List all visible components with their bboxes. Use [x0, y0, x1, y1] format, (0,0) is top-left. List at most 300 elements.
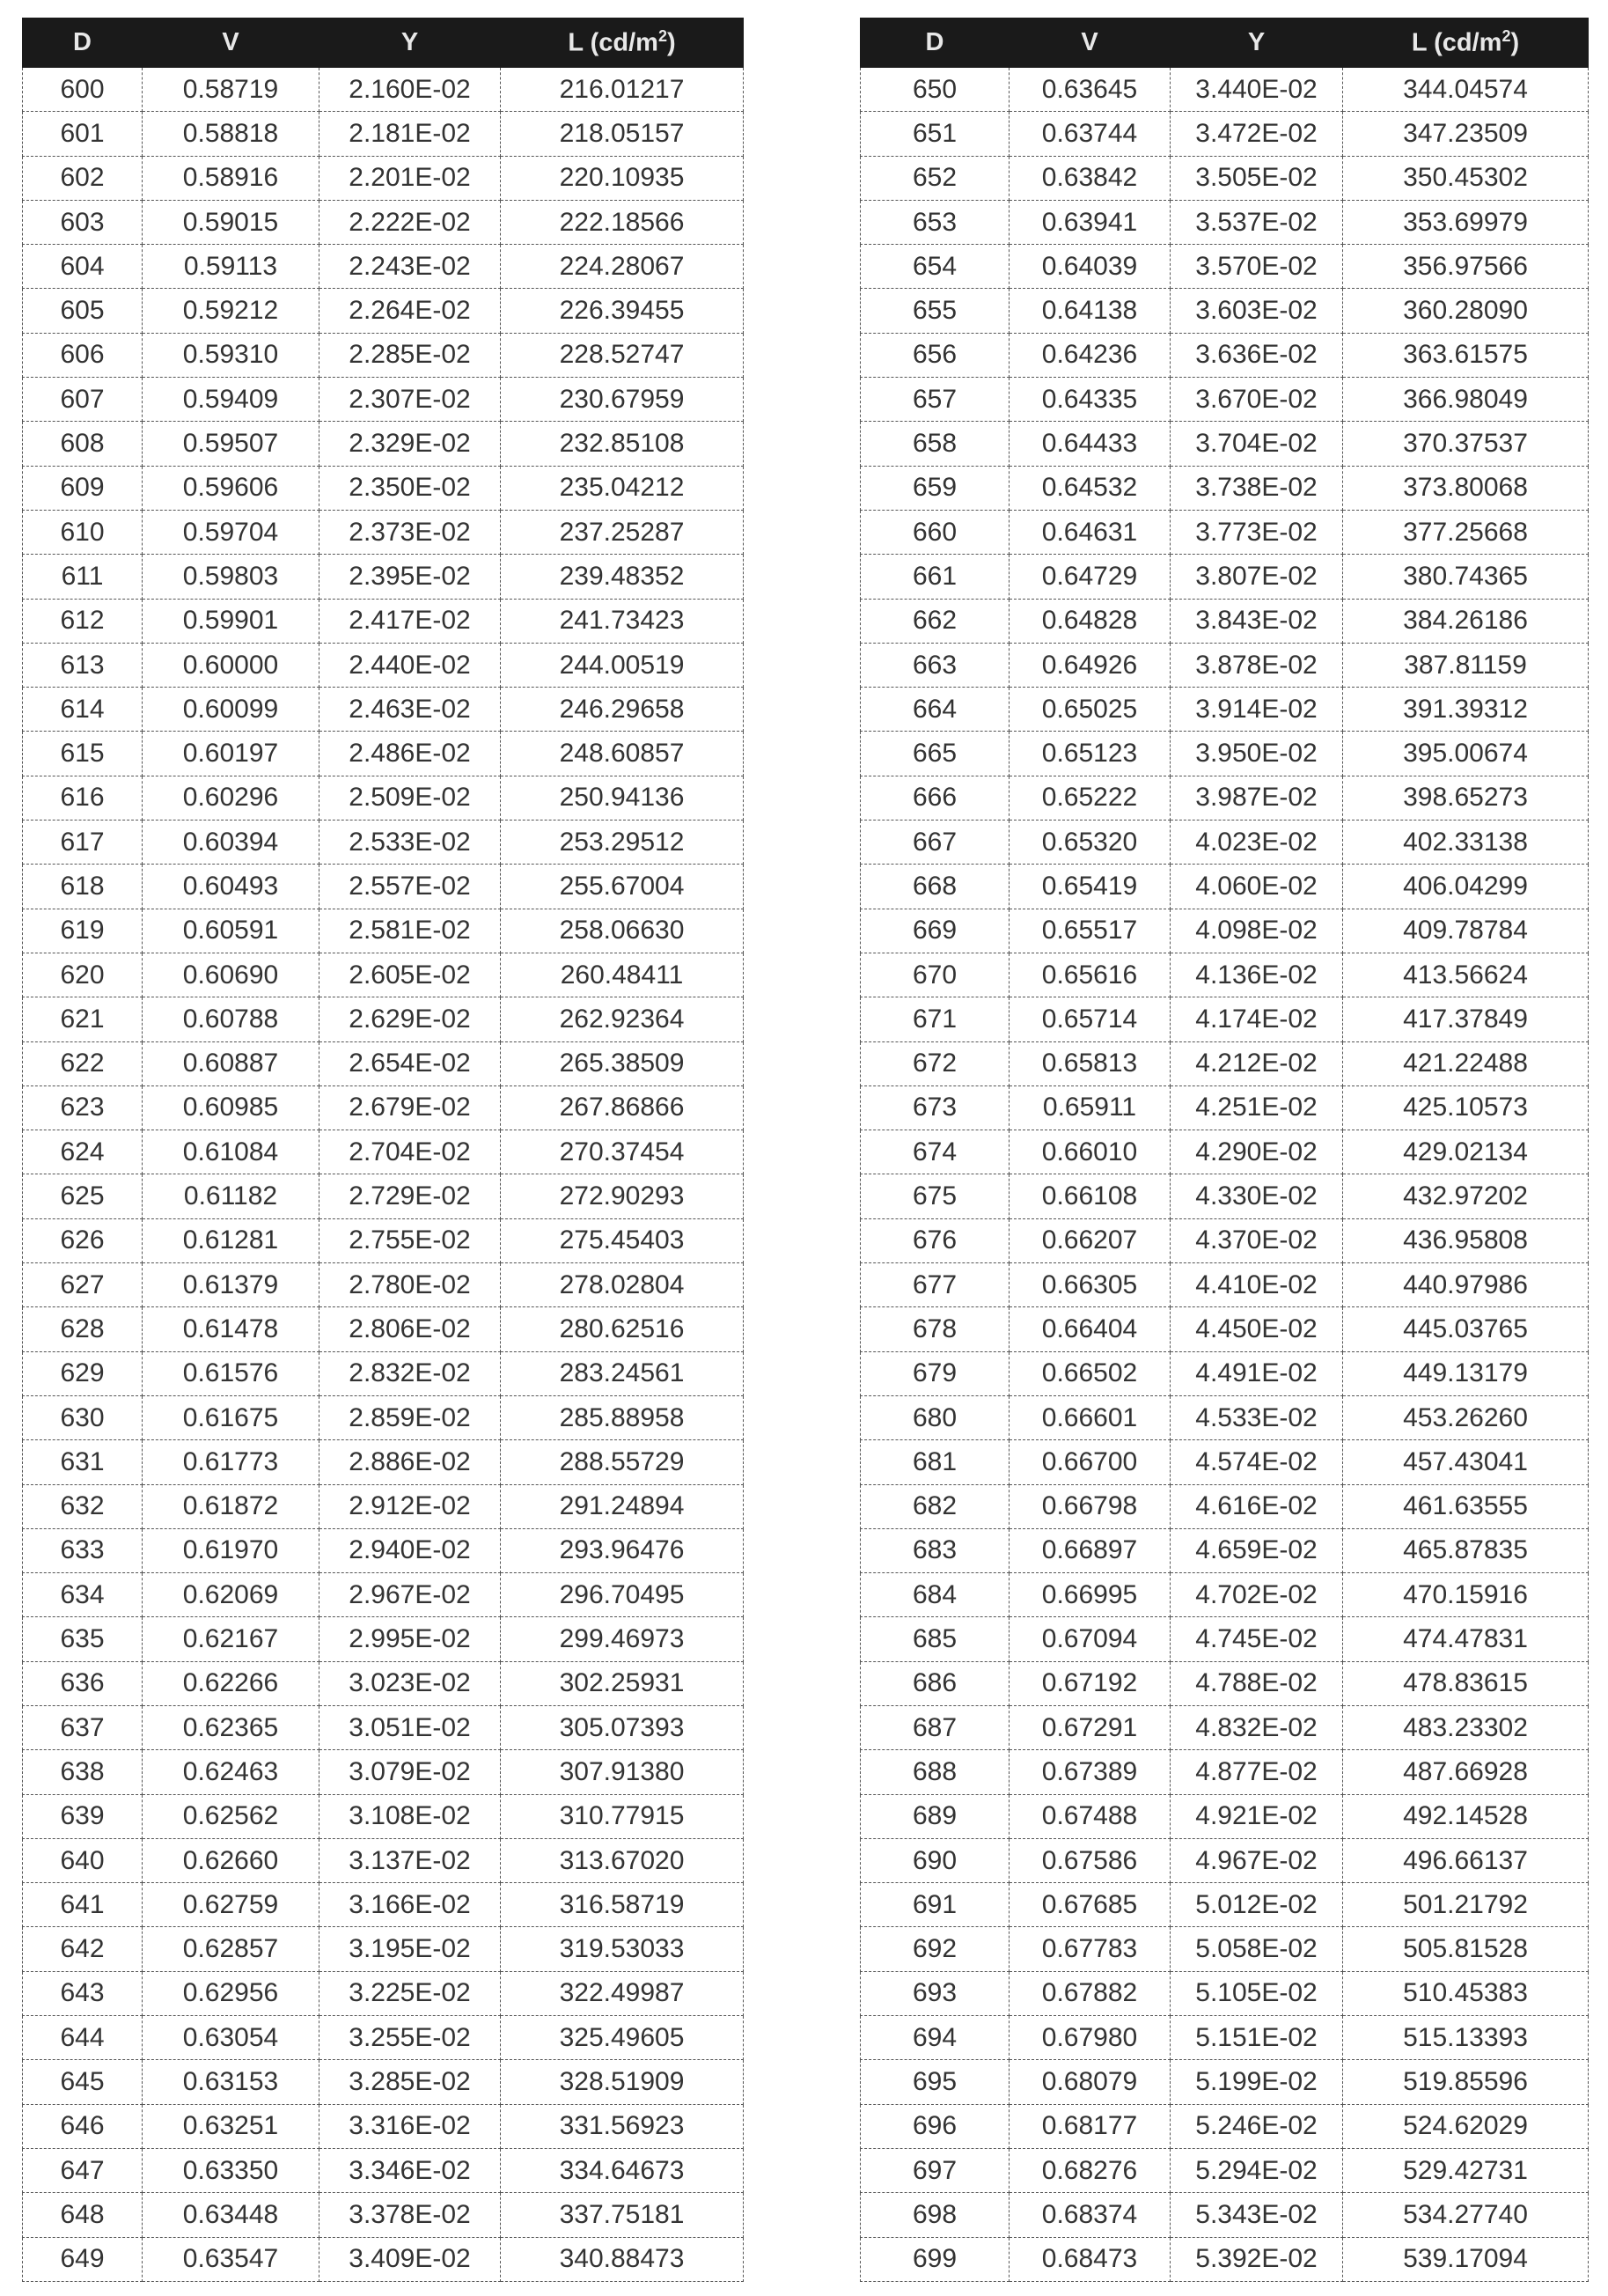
- cell-d: 679: [861, 1351, 1010, 1395]
- cell-d: 655: [861, 289, 1010, 333]
- cell-l: 328.51909: [501, 2060, 744, 2104]
- cell-y: 5.151E-02: [1171, 2016, 1343, 2060]
- cell-l: 272.90293: [501, 1174, 744, 1218]
- cell-v: 0.63153: [143, 2060, 319, 2104]
- cell-y: 3.636E-02: [1171, 333, 1343, 377]
- cell-d: 630: [23, 1395, 143, 1439]
- cell-v: 0.67192: [1010, 1661, 1171, 1705]
- cell-d: 686: [861, 1661, 1010, 1705]
- cell-v: 0.61773: [143, 1440, 319, 1484]
- table-row: [23, 821, 744, 865]
- cell-d: 627: [23, 1263, 143, 1307]
- cell-y: 3.987E-02: [1171, 776, 1343, 820]
- table-row: [861, 68, 1589, 112]
- header-l-sup: 2: [658, 27, 667, 45]
- cell-y: 2.201E-02: [319, 156, 501, 200]
- cell-l: 474.47831: [1343, 1617, 1589, 1661]
- cell-y: 4.023E-02: [1171, 821, 1343, 865]
- table-row: [23, 1307, 744, 1351]
- cell-l: 299.46973: [501, 1617, 744, 1661]
- cell-y: 2.417E-02: [319, 599, 501, 643]
- header-l-text: L (cd/m: [1412, 29, 1502, 57]
- cell-v: 0.64631: [1010, 510, 1171, 554]
- cell-v: 0.62463: [143, 1750, 319, 1794]
- cell-y: 3.316E-02: [319, 2104, 501, 2148]
- cell-v: 0.64729: [1010, 555, 1171, 599]
- cell-d: 619: [23, 909, 143, 953]
- cell-l: 524.62029: [1343, 2104, 1589, 2148]
- cell-l: 278.02804: [501, 1263, 744, 1307]
- cell-l: 492.14528: [1343, 1794, 1589, 1838]
- cell-y: 2.629E-02: [319, 997, 501, 1041]
- table-row: [23, 289, 744, 333]
- table-row: [23, 1794, 744, 1838]
- cell-y: 2.886E-02: [319, 1440, 501, 1484]
- table-row: [861, 1883, 1589, 1927]
- cell-l: 406.04299: [1343, 865, 1589, 909]
- table-row: [23, 555, 744, 599]
- table-row: [23, 1130, 744, 1174]
- cell-v: 0.66108: [1010, 1174, 1171, 1218]
- cell-y: 2.557E-02: [319, 865, 501, 909]
- cell-l: 380.74365: [1343, 555, 1589, 599]
- cell-y: 3.603E-02: [1171, 289, 1343, 333]
- cell-v: 0.63744: [1010, 112, 1171, 156]
- table-row: [861, 1263, 1589, 1307]
- cell-y: 4.290E-02: [1171, 1130, 1343, 1174]
- cell-l: 293.96476: [501, 1528, 744, 1572]
- cell-y: 4.212E-02: [1171, 1041, 1343, 1085]
- table-row: [861, 1838, 1589, 1882]
- table-row: [23, 333, 744, 377]
- cell-d: 609: [23, 466, 143, 510]
- table-row: [861, 510, 1589, 554]
- table-row: [23, 1838, 744, 1882]
- cell-d: 600: [23, 68, 143, 112]
- cell-y: 4.330E-02: [1171, 1174, 1343, 1218]
- table-row: [23, 1573, 744, 1617]
- cell-d: 691: [861, 1883, 1010, 1927]
- cell-y: 4.832E-02: [1171, 1705, 1343, 1749]
- cell-y: 4.251E-02: [1171, 1085, 1343, 1130]
- cell-y: 3.440E-02: [1171, 68, 1343, 112]
- cell-y: 4.702E-02: [1171, 1573, 1343, 1617]
- cell-v: 0.65419: [1010, 865, 1171, 909]
- table-row: [861, 2016, 1589, 2060]
- cell-d: 667: [861, 821, 1010, 865]
- table-row: [23, 732, 744, 776]
- cell-v: 0.59704: [143, 510, 319, 554]
- cell-l: 350.45302: [1343, 156, 1589, 200]
- table-row: [861, 112, 1589, 156]
- cell-l: 395.00674: [1343, 732, 1589, 776]
- cell-l: 241.73423: [501, 599, 744, 643]
- cell-v: 0.64532: [1010, 466, 1171, 510]
- cell-d: 662: [861, 599, 1010, 643]
- header-y: Y: [1171, 18, 1343, 68]
- cell-l: 288.55729: [501, 1440, 744, 1484]
- cell-v: 0.63054: [143, 2016, 319, 2060]
- cell-l: 226.39455: [501, 289, 744, 333]
- cell-y: 3.570E-02: [1171, 245, 1343, 289]
- cell-l: 529.42731: [1343, 2148, 1589, 2192]
- cell-l: 258.06630: [501, 909, 744, 953]
- cell-l: 344.04574: [1343, 68, 1589, 112]
- cell-y: 5.246E-02: [1171, 2104, 1343, 2148]
- table-row: [861, 997, 1589, 1041]
- cell-y: 2.755E-02: [319, 1218, 501, 1262]
- cell-d: 653: [861, 200, 1010, 244]
- data-table-left: [22, 18, 744, 2282]
- cell-d: 699: [861, 2237, 1010, 2281]
- table-row: [861, 2237, 1589, 2281]
- cell-y: 4.745E-02: [1171, 1617, 1343, 1661]
- cell-d: 611: [23, 555, 143, 599]
- cell-l: 510.45383: [1343, 1971, 1589, 2015]
- cell-d: 636: [23, 1661, 143, 1705]
- cell-v: 0.67882: [1010, 1971, 1171, 2015]
- cell-l: 218.05157: [501, 112, 744, 156]
- table-row: [23, 1041, 744, 1085]
- cell-d: 603: [23, 200, 143, 244]
- cell-v: 0.67389: [1010, 1750, 1171, 1794]
- cell-d: 665: [861, 732, 1010, 776]
- cell-y: 5.105E-02: [1171, 1971, 1343, 2015]
- cell-v: 0.63842: [1010, 156, 1171, 200]
- cell-y: 3.195E-02: [319, 1927, 501, 1971]
- cell-y: 5.294E-02: [1171, 2148, 1343, 2192]
- cell-y: 2.440E-02: [319, 643, 501, 687]
- cell-l: 307.91380: [501, 1750, 744, 1794]
- cell-l: 453.26260: [1343, 1395, 1589, 1439]
- table-row: [861, 1927, 1589, 1971]
- cell-l: 302.25931: [501, 1661, 744, 1705]
- table-row: [861, 1617, 1589, 1661]
- cell-d: 633: [23, 1528, 143, 1572]
- cell-l: 501.21792: [1343, 1883, 1589, 1927]
- cell-y: 3.225E-02: [319, 1971, 501, 2015]
- cell-v: 0.62266: [143, 1661, 319, 1705]
- cell-v: 0.64039: [1010, 245, 1171, 289]
- cell-v: 0.63448: [143, 2193, 319, 2237]
- table-row: [861, 1661, 1589, 1705]
- cell-l: 305.07393: [501, 1705, 744, 1749]
- cell-d: 675: [861, 1174, 1010, 1218]
- cell-d: 650: [861, 68, 1010, 112]
- header-d: D: [23, 18, 143, 68]
- cell-y: 2.533E-02: [319, 821, 501, 865]
- table-row: [23, 1528, 744, 1572]
- table-row: [861, 245, 1589, 289]
- cell-d: 639: [23, 1794, 143, 1838]
- cell-d: 648: [23, 2193, 143, 2237]
- cell-v: 0.60099: [143, 688, 319, 732]
- cell-d: 654: [861, 245, 1010, 289]
- cell-d: 646: [23, 2104, 143, 2148]
- cell-v: 0.61478: [143, 1307, 319, 1351]
- cell-l: 457.43041: [1343, 1440, 1589, 1484]
- cell-d: 645: [23, 2060, 143, 2104]
- cell-v: 0.59803: [143, 555, 319, 599]
- table-row: [861, 1573, 1589, 1617]
- cell-d: 659: [861, 466, 1010, 510]
- table-row: [861, 732, 1589, 776]
- table-row: [23, 466, 744, 510]
- table-row: [23, 1883, 744, 1927]
- cell-d: 637: [23, 1705, 143, 1749]
- cell-v: 0.60887: [143, 1041, 319, 1085]
- cell-v: 0.68374: [1010, 2193, 1171, 2237]
- table-row: [861, 156, 1589, 200]
- table-row: [861, 2104, 1589, 2148]
- table-row: [23, 1085, 744, 1130]
- cell-d: 641: [23, 1883, 143, 1927]
- cell-l: 363.61575: [1343, 333, 1589, 377]
- table-row: [861, 466, 1589, 510]
- cell-v: 0.58719: [143, 68, 319, 112]
- cell-y: 3.843E-02: [1171, 599, 1343, 643]
- cell-v: 0.62069: [143, 1573, 319, 1617]
- cell-l: 216.01217: [501, 68, 744, 112]
- cell-v: 0.64236: [1010, 333, 1171, 377]
- cell-y: 2.486E-02: [319, 732, 501, 776]
- cell-d: 687: [861, 1705, 1010, 1749]
- cell-y: 2.729E-02: [319, 1174, 501, 1218]
- cell-y: 3.023E-02: [319, 1661, 501, 1705]
- cell-v: 0.63645: [1010, 68, 1171, 112]
- cell-y: 5.199E-02: [1171, 2060, 1343, 2104]
- cell-y: 4.659E-02: [1171, 1528, 1343, 1572]
- cell-l: 248.60857: [501, 732, 744, 776]
- cell-v: 0.61872: [143, 1484, 319, 1528]
- table-row: [861, 2060, 1589, 2104]
- cell-y: 2.704E-02: [319, 1130, 501, 1174]
- cell-y: 3.704E-02: [1171, 422, 1343, 466]
- cell-d: 621: [23, 997, 143, 1041]
- cell-d: 694: [861, 2016, 1010, 2060]
- cell-v: 0.60788: [143, 997, 319, 1041]
- header-row: [861, 18, 1589, 68]
- cell-y: 3.950E-02: [1171, 732, 1343, 776]
- cell-v: 0.63251: [143, 2104, 319, 2148]
- cell-l: 235.04212: [501, 466, 744, 510]
- cell-v: 0.61084: [143, 1130, 319, 1174]
- cell-l: 265.38509: [501, 1041, 744, 1085]
- cell-v: 0.62956: [143, 1971, 319, 2015]
- cell-d: 661: [861, 555, 1010, 599]
- cell-d: 635: [23, 1617, 143, 1661]
- cell-y: 4.533E-02: [1171, 1395, 1343, 1439]
- cell-y: 2.373E-02: [319, 510, 501, 554]
- cell-l: 478.83615: [1343, 1661, 1589, 1705]
- cell-v: 0.61379: [143, 1263, 319, 1307]
- cell-d: 643: [23, 1971, 143, 2015]
- cell-d: 601: [23, 112, 143, 156]
- cell-v: 0.65517: [1010, 909, 1171, 953]
- cell-d: 689: [861, 1794, 1010, 1838]
- cell-l: 220.10935: [501, 156, 744, 200]
- cell-d: 688: [861, 1750, 1010, 1794]
- table-row: [23, 422, 744, 466]
- cell-d: 617: [23, 821, 143, 865]
- cell-v: 0.68079: [1010, 2060, 1171, 2104]
- table-row: [861, 1130, 1589, 1174]
- cell-l: 377.25668: [1343, 510, 1589, 554]
- table-row: [861, 378, 1589, 422]
- cell-l: 417.37849: [1343, 997, 1589, 1041]
- cell-d: 605: [23, 289, 143, 333]
- cell-y: 2.995E-02: [319, 1617, 501, 1661]
- cell-y: 2.307E-02: [319, 378, 501, 422]
- cell-y: 3.807E-02: [1171, 555, 1343, 599]
- cell-y: 3.166E-02: [319, 1883, 501, 1927]
- cell-v: 0.66502: [1010, 1351, 1171, 1395]
- cell-v: 0.67488: [1010, 1794, 1171, 1838]
- table-row: [861, 1085, 1589, 1130]
- cell-d: 656: [861, 333, 1010, 377]
- cell-y: 3.051E-02: [319, 1705, 501, 1749]
- cell-l: 483.23302: [1343, 1705, 1589, 1749]
- cell-l: 337.75181: [501, 2193, 744, 2237]
- cell-v: 0.65714: [1010, 997, 1171, 1041]
- table-row: [23, 1661, 744, 1705]
- cell-d: 612: [23, 599, 143, 643]
- cell-d: 677: [861, 1263, 1010, 1307]
- cell-d: 692: [861, 1927, 1010, 1971]
- cell-v: 0.68177: [1010, 2104, 1171, 2148]
- table-row: [23, 1705, 744, 1749]
- cell-y: 4.967E-02: [1171, 1838, 1343, 1882]
- table-row: [861, 333, 1589, 377]
- cell-v: 0.67783: [1010, 1927, 1171, 1971]
- cell-d: 649: [23, 2237, 143, 2281]
- table-row: [861, 289, 1589, 333]
- cell-d: 697: [861, 2148, 1010, 2192]
- cell-d: 672: [861, 1041, 1010, 1085]
- table-row: [23, 2016, 744, 2060]
- cell-y: 3.079E-02: [319, 1750, 501, 1794]
- cell-v: 0.64926: [1010, 643, 1171, 687]
- cell-v: 0.62857: [143, 1927, 319, 1971]
- cell-v: 0.62365: [143, 1705, 319, 1749]
- table-row: [23, 156, 744, 200]
- cell-d: 642: [23, 1927, 143, 1971]
- table-row: [23, 378, 744, 422]
- cell-y: 2.859E-02: [319, 1395, 501, 1439]
- table-row: [23, 1971, 744, 2015]
- cell-y: 2.509E-02: [319, 776, 501, 820]
- cell-d: 620: [23, 953, 143, 997]
- cell-y: 2.780E-02: [319, 1263, 501, 1307]
- cell-y: 2.832E-02: [319, 1351, 501, 1395]
- cell-l: 262.92364: [501, 997, 744, 1041]
- table-row: [23, 1218, 744, 1262]
- cell-l: 291.24894: [501, 1484, 744, 1528]
- cell-v: 0.58916: [143, 156, 319, 200]
- header-v: V: [1010, 18, 1171, 68]
- cell-v: 0.65911: [1010, 1085, 1171, 1130]
- cell-y: 2.181E-02: [319, 112, 501, 156]
- cell-d: 606: [23, 333, 143, 377]
- table-row: [861, 1971, 1589, 2015]
- cell-l: 267.86866: [501, 1085, 744, 1130]
- cell-v: 0.66798: [1010, 1484, 1171, 1528]
- table-row: [23, 1395, 744, 1439]
- cell-v: 0.64433: [1010, 422, 1171, 466]
- header-l: [501, 18, 744, 68]
- cell-d: 690: [861, 1838, 1010, 1882]
- cell-l: 334.64673: [501, 2148, 744, 2192]
- cell-v: 0.67586: [1010, 1838, 1171, 1882]
- cell-v: 0.65616: [1010, 953, 1171, 997]
- cell-v: 0.61675: [143, 1395, 319, 1439]
- cell-v: 0.66700: [1010, 1440, 1171, 1484]
- cell-v: 0.66601: [1010, 1395, 1171, 1439]
- cell-y: 5.058E-02: [1171, 1927, 1343, 1971]
- cell-v: 0.65025: [1010, 688, 1171, 732]
- cell-d: 682: [861, 1484, 1010, 1528]
- cell-y: 4.410E-02: [1171, 1263, 1343, 1307]
- table-row: [861, 953, 1589, 997]
- cell-y: 4.574E-02: [1171, 1440, 1343, 1484]
- cell-v: 0.60394: [143, 821, 319, 865]
- cell-d: 631: [23, 1440, 143, 1484]
- cell-v: 0.59310: [143, 333, 319, 377]
- cell-l: 402.33138: [1343, 821, 1589, 865]
- table-row: [23, 953, 744, 997]
- cell-l: 260.48411: [501, 953, 744, 997]
- cell-y: 2.264E-02: [319, 289, 501, 333]
- table-row: [861, 2193, 1589, 2237]
- cell-v: 0.61281: [143, 1218, 319, 1262]
- table-row: [23, 2060, 744, 2104]
- cell-d: 610: [23, 510, 143, 554]
- cell-v: 0.64138: [1010, 289, 1171, 333]
- table-row: [23, 1484, 744, 1528]
- table-row: [23, 1263, 744, 1307]
- cell-d: 615: [23, 732, 143, 776]
- table-row: [23, 776, 744, 820]
- table-row: [861, 688, 1589, 732]
- cell-d: 683: [861, 1528, 1010, 1572]
- cell-y: 4.136E-02: [1171, 953, 1343, 997]
- cell-l: 275.45403: [501, 1218, 744, 1262]
- cell-v: 0.68473: [1010, 2237, 1171, 2281]
- cell-d: 669: [861, 909, 1010, 953]
- header-l-close: ): [1510, 29, 1519, 57]
- cell-v: 0.66404: [1010, 1307, 1171, 1351]
- table-row: [861, 599, 1589, 643]
- cell-v: 0.64828: [1010, 599, 1171, 643]
- cell-y: 3.472E-02: [1171, 112, 1343, 156]
- cell-d: 680: [861, 1395, 1010, 1439]
- cell-d: 602: [23, 156, 143, 200]
- table-row: [23, 2104, 744, 2148]
- table-row: [23, 2193, 744, 2237]
- table-row: [861, 909, 1589, 953]
- cell-l: 519.85596: [1343, 2060, 1589, 2104]
- cell-l: 244.00519: [501, 643, 744, 687]
- cell-d: 607: [23, 378, 143, 422]
- table-row: [861, 865, 1589, 909]
- header-row: [23, 18, 744, 68]
- cell-v: 0.61182: [143, 1174, 319, 1218]
- cell-v: 0.65813: [1010, 1041, 1171, 1085]
- cell-d: 673: [861, 1085, 1010, 1130]
- cell-y: 2.222E-02: [319, 200, 501, 244]
- table-row: [861, 1440, 1589, 1484]
- header-d: D: [861, 18, 1010, 68]
